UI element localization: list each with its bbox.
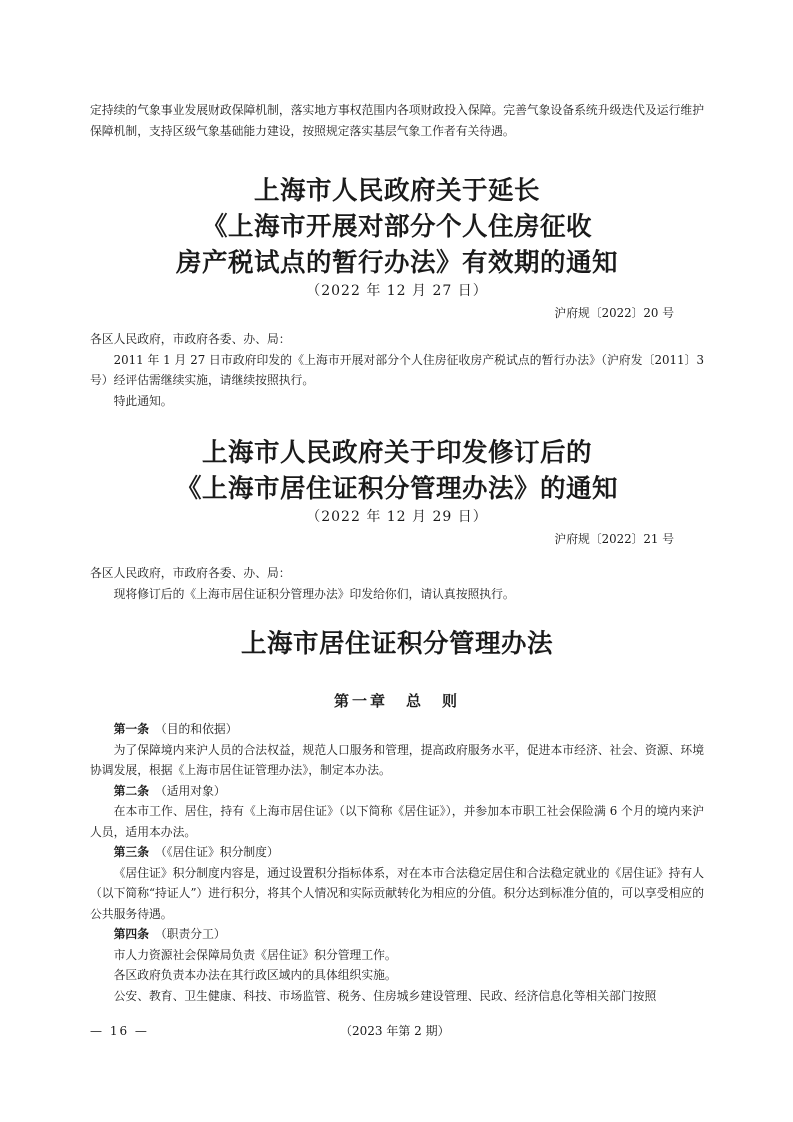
article-4-paragraph-1: 市人力资源社会保障局负责《居住证》积分管理工作。: [113, 947, 397, 962]
article-1-head: 第一条: [113, 722, 149, 736]
article-1: [90, 719, 704, 781]
article-4-head: 第四条: [113, 927, 149, 941]
notice-2-doc-number: 沪府规〔2022〕21 号: [554, 532, 674, 546]
notice-2-date: （2022 年 12 月 29 日）: [306, 509, 488, 525]
article-2-subject: （适用对象）: [160, 783, 226, 798]
issue-label: （2023 年第 2 期）: [340, 1024, 450, 1038]
article-3: [90, 842, 704, 924]
article-4: [90, 924, 704, 1006]
article-3-paragraph: 《居住证》积分制度内容是，通过设置积分指标体系，对在本市合法稳定居住和合法稳定就业的《居住证》持有人（以下简称“持证人”）进行积分，将其个人情况和实际贡献转化为相应的分值。积分达到标准分值的，可以享受相应的公共服务待遇。: [90, 865, 704, 921]
notice-1-title-line-1: 上海市人民政府关于延长: [253, 176, 540, 206]
measures-section: [90, 626, 704, 1006]
page-content: [90, 100, 704, 1006]
page-number: — 16 —: [90, 1024, 149, 1038]
article-2: [90, 781, 704, 843]
notice-2-addressee: 各区人民政府，市政府各委、办、局：: [90, 566, 291, 580]
article-3-subject: （《居住证》积分制度）: [160, 845, 279, 859]
article-2-paragraph: 在本市工作、居住，持有《上海市居住证》（以下简称《居住证》），并参加本市职工社会保险满 6 个月的境内来沪人员，适用本办法。: [90, 804, 704, 839]
article-3-head: 第三条: [113, 845, 149, 859]
notice-1-closing: 特此通知。: [113, 393, 173, 408]
chapter-heading: 第一章 总 则: [333, 692, 460, 710]
notice-1-title-line-2: 《上海市开展对部分个人住房征收: [201, 212, 592, 242]
notice-2-title-line-1: 上海市人民政府关于印发修订后的: [201, 438, 592, 468]
article-4-paragraph-2: 各区政府负责本办法在其行政区域内的具体组织实施。: [113, 968, 397, 982]
article-1-paragraph: 为了保障境内来沪人员的合法权益，规范人口服务和管理，提高政府服务水平，促进本市经济、社会、资源、环境协调发展，根据《上海市居住证管理办法》，制定本办法。: [90, 742, 704, 777]
article-1-subject: （目的和依据）: [160, 722, 238, 736]
article-4-paragraph-3: 公安、教育、卫生健康、科技、市场监管、税务、住房城乡建设管理、民政、经济信息化等相关部门按照: [113, 988, 657, 1003]
notice-1-date: （2022 年 12 月 27 日）: [306, 283, 488, 299]
notice-1-body: 2011 年 1 月 27 日市政府印发的《上海市开展对部分个人住房征收房产税试点的暂行办法》（沪府发〔2011〕3 号）经评估需继续实施，请继续按照执行。: [90, 352, 704, 387]
article-2-head: 第二条: [113, 783, 149, 798]
notice-2-title-line-2: 《上海市居住证积分管理办法》的通知: [175, 474, 618, 504]
notice-1: [90, 173, 704, 411]
notice-1-title-line-3: 房产税试点的暂行办法》有效期的通知: [175, 248, 618, 278]
article-4-subject: （职责分工）: [160, 927, 226, 941]
notice-1-doc-number: 沪府规〔2022〕20 号: [554, 306, 674, 320]
notice-2: [90, 435, 704, 604]
notice-2-body: 现将修订后的《上海市居住证积分管理办法》印发给你们，请认真按照执行。: [113, 586, 515, 601]
notice-1-addressee: 各区人民政府，市政府各委、办、局：: [90, 332, 291, 346]
measures-title: 上海市居住证积分管理办法: [240, 629, 553, 659]
intro-paragraph: 定持续的气象事业发展财政保障机制，落实地方事权范围内各项财政投入保障。完善气象设备系统升级迭代及运行维护保障机制，支持区级气象基础能力建设，按照规定落实基层气象工作者有关待遇。: [90, 103, 704, 138]
